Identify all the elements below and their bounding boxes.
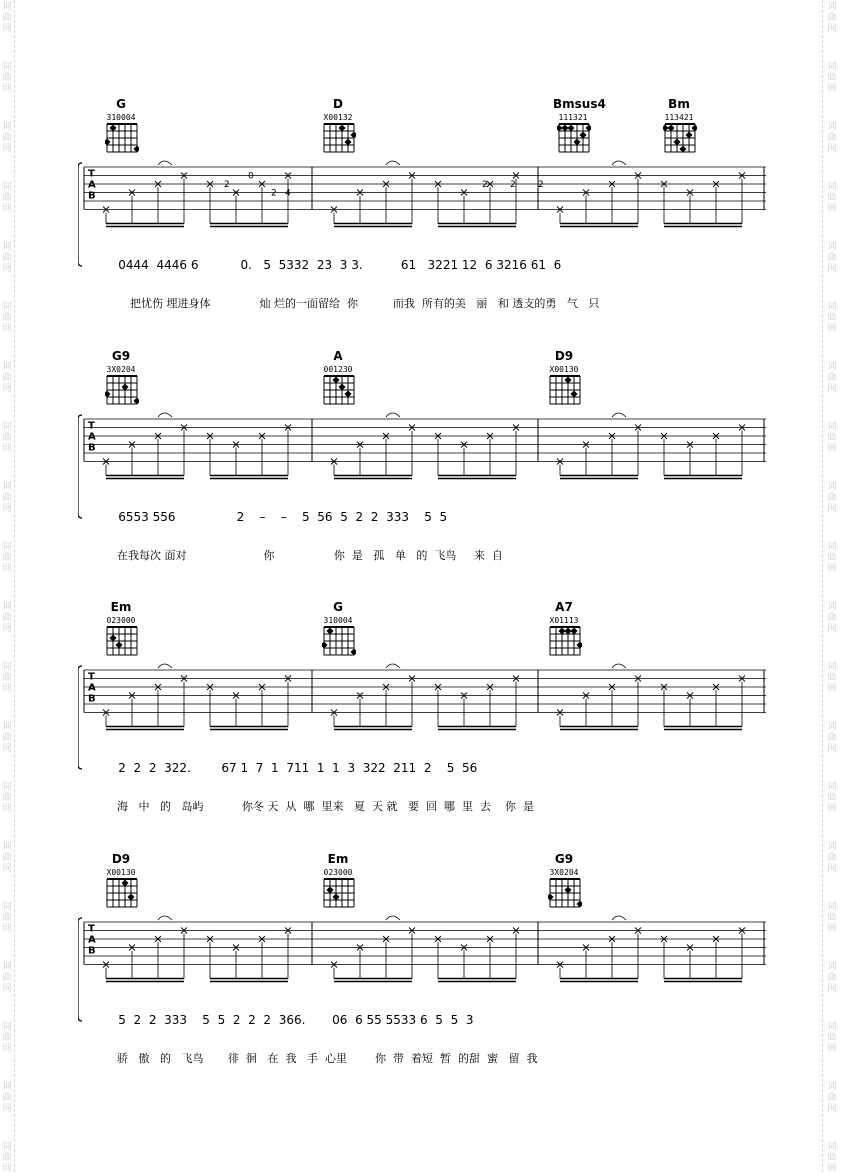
note-group: 2 <box>355 510 364 524</box>
note-group: 5 <box>424 510 432 524</box>
note-group: 5 <box>202 1013 210 1027</box>
lyric: 带 <box>392 1052 404 1065</box>
lyric: 手 <box>306 1052 318 1065</box>
chord-fingering: 3X0204 <box>106 365 136 374</box>
lyric: 你 <box>333 549 345 562</box>
note-group: 06 <box>332 1013 348 1027</box>
lyric: 中 <box>138 800 150 813</box>
watermark-text: 词 曲 网 <box>2 1022 12 1054</box>
tab-clef-letter: T <box>88 923 95 935</box>
lyrics-row <box>103 785 534 827</box>
chord-name: A <box>333 349 343 363</box>
watermark-text: 词 曲 网 <box>2 722 12 754</box>
lyric: 要 <box>407 800 419 813</box>
watermark-text: 词 曲 网 <box>827 602 837 634</box>
note-group: 1 <box>316 761 325 775</box>
chord-grid-icon <box>105 877 139 909</box>
lyric: 哪 <box>303 800 315 813</box>
watermark-text: 词 曲 网 <box>827 722 837 754</box>
note-group: 2 <box>263 1013 272 1027</box>
tab-fret-number: 4 <box>285 188 291 199</box>
tab-fret-number: 2 <box>510 180 516 190</box>
note-group: 2. <box>179 761 191 775</box>
watermark-text: 词 曲 网 <box>2 362 12 394</box>
note-group: 211 <box>393 761 417 775</box>
lyric: 的 <box>160 800 171 813</box>
note-group: 2 <box>423 761 432 775</box>
lyrics-row <box>116 282 599 324</box>
chord-fingering: 023000 <box>323 868 353 877</box>
lyric: 骄 <box>117 1052 128 1065</box>
chord-name: Em <box>327 852 349 866</box>
watermark-text: 词 曲 网 <box>2 962 12 994</box>
watermark-text: 词 曲 网 <box>827 542 837 574</box>
note-group: 3 <box>347 761 356 775</box>
note-group: 23 <box>316 258 333 272</box>
note-group: 6. <box>293 1013 306 1027</box>
note-group: 5 <box>435 1013 443 1027</box>
lyric: 里来 <box>321 800 344 813</box>
chord-fingering: X00132 <box>323 113 353 122</box>
note-group: 5 <box>446 761 455 775</box>
note-group: 6 <box>420 1013 428 1027</box>
watermark-text: 词 曲 网 <box>827 662 837 694</box>
chord-name: G <box>333 600 343 614</box>
chord-name: D <box>333 97 343 111</box>
note-group: 5 <box>263 258 271 272</box>
chord-grid-icon <box>548 625 582 657</box>
tab-clef-letter: A <box>88 431 96 443</box>
watermark-text: 词 曲 网 <box>2 182 12 214</box>
lyric: 心里 <box>324 1052 347 1065</box>
note-group: 3 <box>179 1013 188 1027</box>
chord-name: G9 <box>554 852 574 866</box>
chord-name: D9 <box>111 852 131 866</box>
chord-fingering: 113421 <box>664 113 694 122</box>
watermark-text: 词 曲 网 <box>2 782 12 814</box>
lyric: 暂 <box>439 1052 451 1065</box>
note-group: 3221 <box>427 258 459 272</box>
tab-clef-letter: B <box>88 945 96 957</box>
lyric: 回 <box>425 800 437 813</box>
note-group: 71 <box>286 761 302 775</box>
watermark-text: 词 曲 网 <box>827 362 837 394</box>
lyrics-row <box>103 1037 537 1079</box>
note-group: 3216 <box>496 258 527 272</box>
watermark-text: 词 曲 网 <box>827 422 837 454</box>
lyric: 从 <box>285 800 297 813</box>
note-group: 33 <box>164 1013 180 1027</box>
lyric: 气 <box>566 297 578 310</box>
watermark-text: 词 曲 网 <box>2 1142 12 1174</box>
lyric: 的 <box>416 549 428 562</box>
note-group: 3 <box>401 510 409 524</box>
watermark-text: 词 曲 网 <box>2 62 12 94</box>
lyrics-row <box>103 534 503 576</box>
watermark-text: 词 曲 网 <box>827 62 837 94</box>
watermark-text: 词 曲 网 <box>827 182 837 214</box>
tab-clef-letter: T <box>88 168 95 180</box>
chord-name: A7 <box>555 600 573 614</box>
lyric: 傲 <box>138 1052 150 1065</box>
tab-clef-letter: B <box>88 442 96 454</box>
lyric: 徘 <box>227 1052 239 1065</box>
note-group: 1 <box>301 761 310 775</box>
chord-name: Em <box>110 600 132 614</box>
note-group: 36 <box>278 1013 294 1027</box>
lyric: 自 <box>491 549 503 562</box>
lyric: 你 <box>374 1052 386 1065</box>
lyric: 孤 <box>373 549 385 562</box>
watermark-text: 词 曲 网 <box>2 662 12 694</box>
lyric: 留给 <box>317 297 340 310</box>
chord-grid-icon <box>322 374 356 406</box>
chord-fingering: 310004 <box>106 113 136 122</box>
lyric: 来 <box>473 549 485 562</box>
note-group: – <box>280 510 287 524</box>
tab-clef-letter: T <box>88 671 95 683</box>
tab-fret-number: 0 <box>248 171 254 182</box>
note-group: 5 <box>302 510 310 524</box>
lyric: 埋进身体 <box>166 297 211 310</box>
lyric: 面对 <box>164 549 187 562</box>
watermark-text: 词 曲 网 <box>2 1082 12 1114</box>
numbered-notation-row <box>103 747 477 789</box>
watermark-text: 词 曲 网 <box>827 122 837 154</box>
note-group: 61 <box>400 258 417 272</box>
lyric: 蜜 <box>486 1052 498 1065</box>
lyric: 透支的勇 <box>512 297 557 310</box>
watermark-text: 词 曲 网 <box>827 242 837 274</box>
note-group: 5 <box>340 510 348 524</box>
note-group: 5332 <box>278 258 310 272</box>
lyric: 哪 <box>443 800 455 813</box>
lyric: 我 <box>526 1052 538 1065</box>
watermark-text: 词 曲 网 <box>2 302 12 334</box>
note-group: 12 <box>461 258 478 272</box>
tab-clef-letter: A <box>88 179 96 191</box>
note-group: 67 <box>221 761 237 775</box>
note-group: 6 <box>190 258 199 272</box>
note-group: 2 <box>133 761 142 775</box>
watermark-text: 词 曲 网 <box>827 902 837 934</box>
lyric: 在 <box>267 1052 279 1065</box>
note-group: 5533 <box>385 1013 417 1027</box>
lyric: 徊 <box>245 1052 257 1065</box>
lyric: 和 <box>497 297 509 310</box>
note-group: 322 <box>362 761 386 775</box>
note-group: 2 <box>236 510 245 524</box>
watermark-text: 词 曲 网 <box>2 842 12 874</box>
watermark-text: 词 曲 网 <box>827 962 837 994</box>
tab-clef-letter: T <box>88 420 95 432</box>
chord-name: G <box>116 97 126 111</box>
chord-grid-icon <box>322 122 356 154</box>
lyric: 你 <box>263 549 275 562</box>
note-group: – <box>259 510 266 524</box>
chord-grid-icon <box>105 122 139 154</box>
chord-grid-icon <box>322 877 356 909</box>
watermark-text: 词 曲 网 <box>827 782 837 814</box>
note-group: 1 <box>332 761 340 775</box>
staff-system-3 <box>0 600 843 813</box>
lyric: 是 <box>351 549 363 562</box>
lyric: 单 <box>394 549 406 562</box>
tab-clef-letter: B <box>88 190 96 202</box>
watermark-text: 词 曲 网 <box>827 482 837 514</box>
watermark-text: 词 曲 网 <box>827 1082 837 1114</box>
note-group: 5 <box>450 1013 459 1027</box>
note-group: 3 <box>339 258 348 272</box>
chord-fingering: 310004 <box>323 616 353 625</box>
watermark-text: 词 曲 网 <box>2 422 12 454</box>
lyric: 岛屿 <box>181 800 204 813</box>
note-group: 2 <box>148 1013 157 1027</box>
tab-fret-number: 2 <box>538 180 544 190</box>
chord-grid-icon <box>105 374 139 406</box>
chord-grid-icon <box>548 877 582 909</box>
note-group: 6553 <box>118 510 149 524</box>
note-group: 1 <box>271 761 279 775</box>
lyric: 的甜 <box>457 1052 480 1065</box>
lyric: 天 <box>371 800 383 813</box>
watermark-text: 词 曲 网 <box>2 542 12 574</box>
lyric: 所有的美 <box>421 297 466 310</box>
note-group: 7 <box>255 761 264 775</box>
lyric: 就 <box>386 800 398 813</box>
tab-fret-number: 2 <box>271 188 277 199</box>
chord-fingering: X00130 <box>106 868 136 877</box>
chord-fingering: X00130 <box>549 365 579 374</box>
chord-grid-icon <box>105 625 139 657</box>
note-group: 4446 <box>156 258 187 272</box>
lyric: 丽 <box>476 297 488 310</box>
chord-name: D9 <box>554 349 574 363</box>
note-group: 2 <box>133 1013 142 1027</box>
chord-grid-icon <box>557 122 591 154</box>
numbered-notation-row <box>103 496 447 538</box>
chord-grid-icon <box>548 374 582 406</box>
watermark-text: 词 曲 网 <box>827 1142 837 1174</box>
note-group: 2 <box>370 510 379 524</box>
chord-grid-icon <box>663 122 697 154</box>
chord-fingering: 001230 <box>323 365 353 374</box>
tab-clef-letter: A <box>88 934 96 946</box>
watermark-text: 词 曲 网 <box>2 242 12 274</box>
lyric: 飞鸟 <box>434 549 457 562</box>
chord-fingering: 3X0204 <box>549 868 579 877</box>
note-group: 2 <box>118 761 126 775</box>
note-group: 556 <box>152 510 176 524</box>
note-group: 6 <box>553 258 562 272</box>
note-group: 61 <box>530 258 546 272</box>
watermark-text: 词 曲 网 <box>2 122 12 154</box>
note-group: 6 <box>355 1013 363 1027</box>
lyric: 夏 <box>353 800 365 813</box>
lyric: 只 <box>588 297 600 310</box>
lyric: 天 <box>267 800 279 813</box>
note-group: 5 <box>118 1013 126 1027</box>
chord-fingering: 111321 <box>558 113 588 122</box>
note-group: 55 <box>366 1013 382 1027</box>
note-group: 0. <box>240 258 252 272</box>
chord-fingering: 023000 <box>106 616 136 625</box>
lyric: 我 <box>285 1052 297 1065</box>
chord-name: Bm <box>668 97 690 111</box>
staff-system-4 <box>0 852 843 1065</box>
numbered-notation-row <box>103 999 474 1041</box>
note-group: 3. <box>351 258 363 272</box>
note-group: 1 <box>240 761 249 775</box>
lyric: 你 <box>346 297 358 310</box>
lyric: 是 <box>522 800 534 813</box>
chord-fingering: X01113 <box>549 616 579 625</box>
note-group: 56 <box>317 510 333 524</box>
watermark-text: 词 曲 网 <box>2 482 12 514</box>
lyric: 在我每次 <box>117 549 161 562</box>
watermark-text: 词 曲 网 <box>827 842 837 874</box>
lyric: 飞鸟 <box>181 1052 204 1065</box>
note-group: 5 <box>217 1013 226 1027</box>
tab-fret-number: 2 <box>482 180 488 190</box>
lyric: 的 <box>160 1052 171 1065</box>
watermark-text: 词 曲 网 <box>2 602 12 634</box>
lyric: 把忧伤 <box>130 297 163 310</box>
lyric: 你冬 <box>241 800 264 813</box>
watermark-text: 词 曲 网 <box>827 2 837 34</box>
note-group: 6 <box>484 258 493 272</box>
note-group: 2 <box>248 1013 256 1027</box>
lyric: 里 <box>461 800 473 813</box>
watermark-text: 词 曲 网 <box>827 1022 837 1054</box>
lyric: 着短 <box>410 1052 433 1065</box>
tab-clef-letter: A <box>88 682 96 694</box>
watermark-text: 词 曲 网 <box>2 902 12 934</box>
watermark-text: 词 曲 网 <box>827 302 837 334</box>
note-group: 33 <box>386 510 402 524</box>
watermark-text: 词 曲 网 <box>2 2 12 34</box>
note-group: 3 <box>465 1013 474 1027</box>
tab-fret-number: 2 <box>224 180 230 190</box>
numbered-notation-row <box>103 244 561 286</box>
lyric: 海 <box>117 800 128 813</box>
lyric: 而我 <box>392 297 415 310</box>
note-group: 5 <box>439 510 448 524</box>
chord-name: G9 <box>111 349 131 363</box>
lyric: 留 <box>508 1052 520 1065</box>
note-group: 2 <box>148 761 157 775</box>
note-group: 0444 <box>118 258 149 272</box>
chord-grid-icon <box>322 625 356 657</box>
chord-name: Bmsus4 <box>553 97 606 111</box>
tab-clef-letter: B <box>88 693 96 705</box>
staff-system-1 <box>0 97 843 310</box>
note-group: 32 <box>164 761 180 775</box>
note-group: 56 <box>462 761 478 775</box>
lyric: 去 <box>479 800 491 813</box>
lyric: 灿 <box>259 297 271 310</box>
note-group: 2 <box>232 1013 241 1027</box>
lyric: 烂的一面 <box>273 297 318 310</box>
lyric: 你 <box>504 800 516 813</box>
